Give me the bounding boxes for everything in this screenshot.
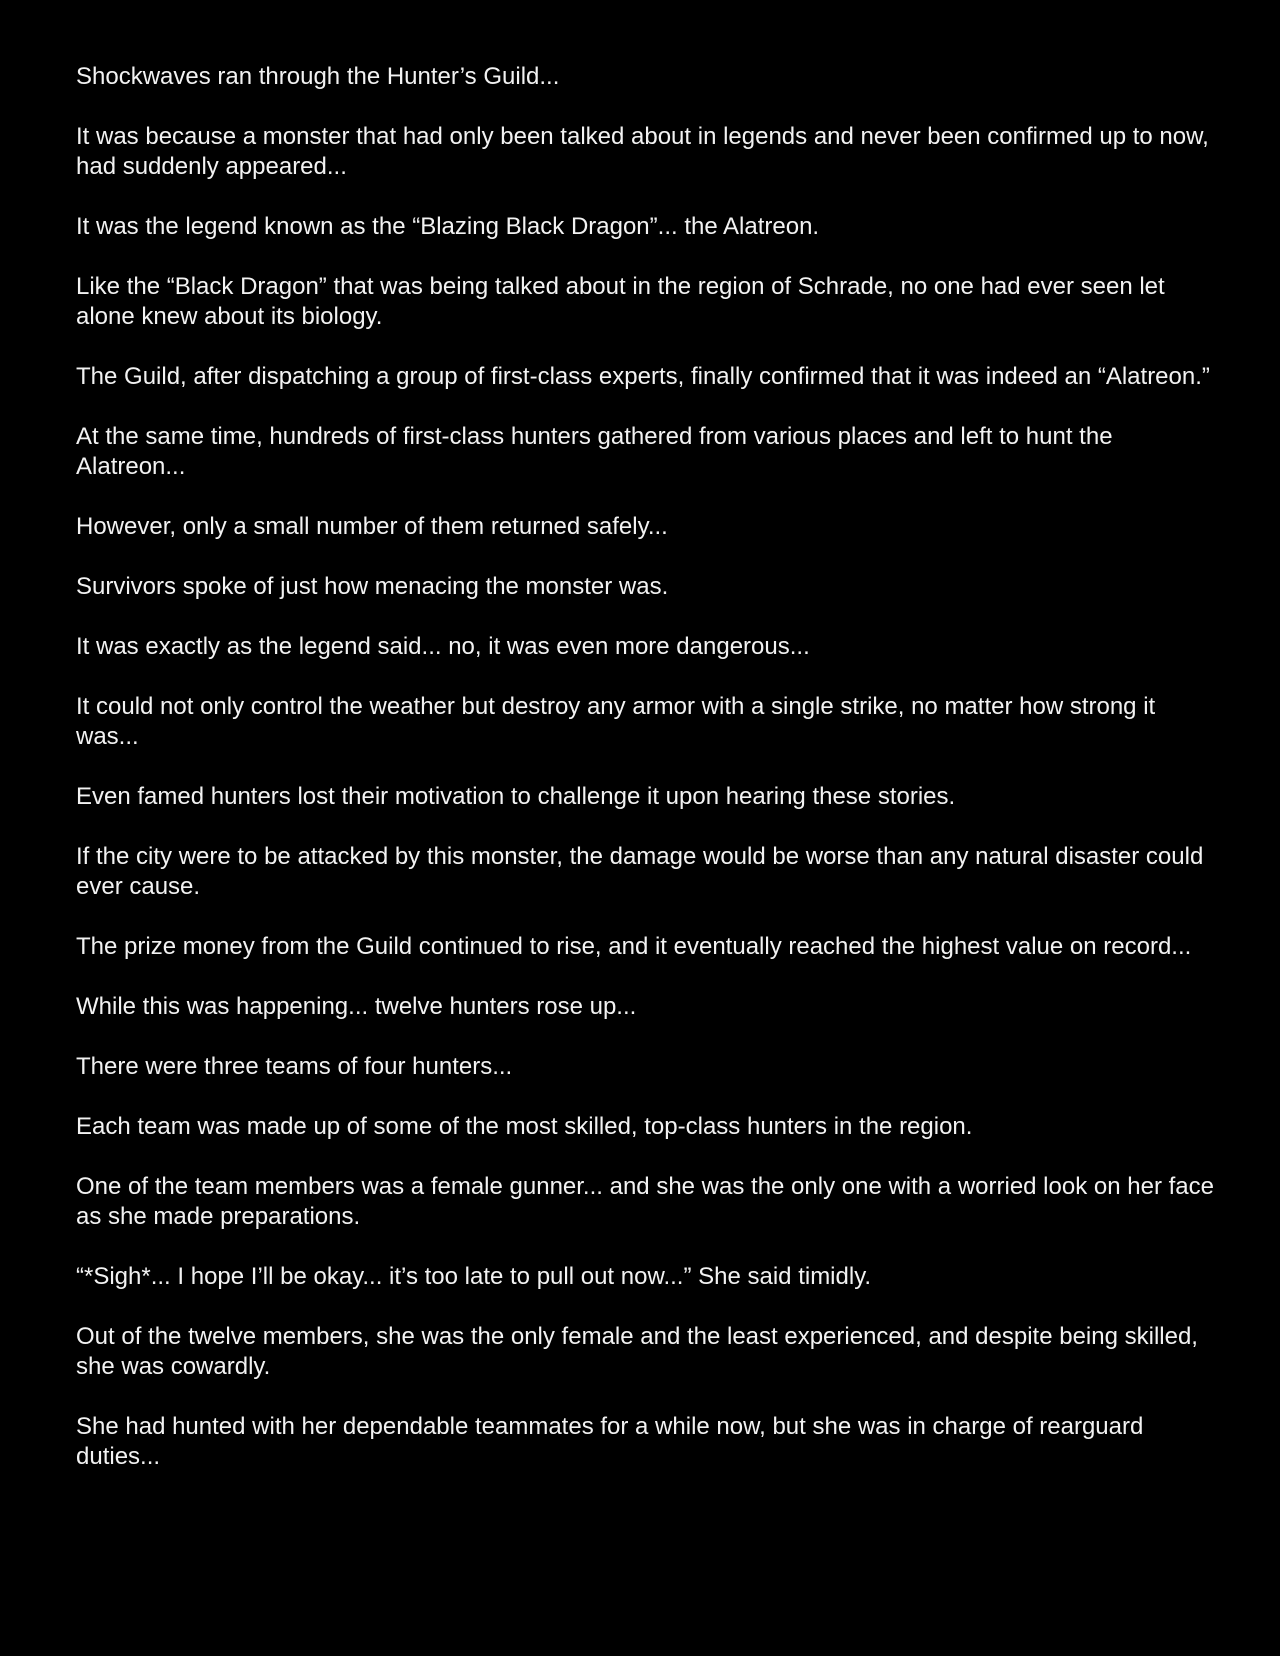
story-text [76,62,1216,1502]
paragraph: Out of the twelve members, she was the only female and the least experienced, and despite being skilled, she was cowardly. [76,1323,1198,1380]
paragraph: While this was happening... twelve hunters rose up... [76,993,637,1020]
paragraph: Like the “Black Dragon” that was being talked about in the region of Schrade, no one had ever seen let alone knew about its biology. [76,273,1165,330]
paragraph: At the same time, hundreds of first-class hunters gathered from various places and left to hunt the Alatreon... [76,423,1113,480]
paragraph: “*Sigh*... I hope I’ll be okay... it’s too late to pull out now...” She said timidly. [76,1263,872,1290]
paragraph: The prize money from the Guild continued to rise, and it eventually reached the highest value on record... [76,933,1192,960]
paragraph: If the city were to be attacked by this monster, the damage would be worse than any natural disaster could ever cause. [76,843,1204,900]
paragraph: The Guild, after dispatching a group of first-class experts, finally confirmed that it was indeed an “Alatreon.” [76,363,1210,390]
paragraph: It was exactly as the legend said... no, it was even more dangerous... [76,633,810,660]
paragraph: It was the legend known as the “Blazing Black Dragon”... the Alatreon. [76,213,820,240]
paragraph: There were three teams of four hunters... [76,1053,513,1080]
paragraph: She had hunted with her dependable teammates for a while now, but she was in charge of rearguard duties... [76,1413,1144,1470]
paragraph: Shockwaves ran through the Hunter’s Guild... [76,63,560,90]
paragraph: One of the team members was a female gunner... and she was the only one with a worried look on her face as she made preparations. [76,1173,1214,1230]
paragraph: Each team was made up of some of the most skilled, top-class hunters in the region. [76,1113,973,1140]
paragraph: It could not only control the weather but destroy any armor with a single strike, no matter how strong it was... [76,693,1156,750]
paragraph: Survivors spoke of just how menacing the monster was. [76,573,669,600]
paragraph: It was because a monster that had only been talked about in legends and never been confirmed up to now, had suddenly appeared... [76,123,1209,180]
paragraph: However, only a small number of them returned safely... [76,513,668,540]
paragraph: Even famed hunters lost their motivation to challenge it upon hearing these stories. [76,783,956,810]
